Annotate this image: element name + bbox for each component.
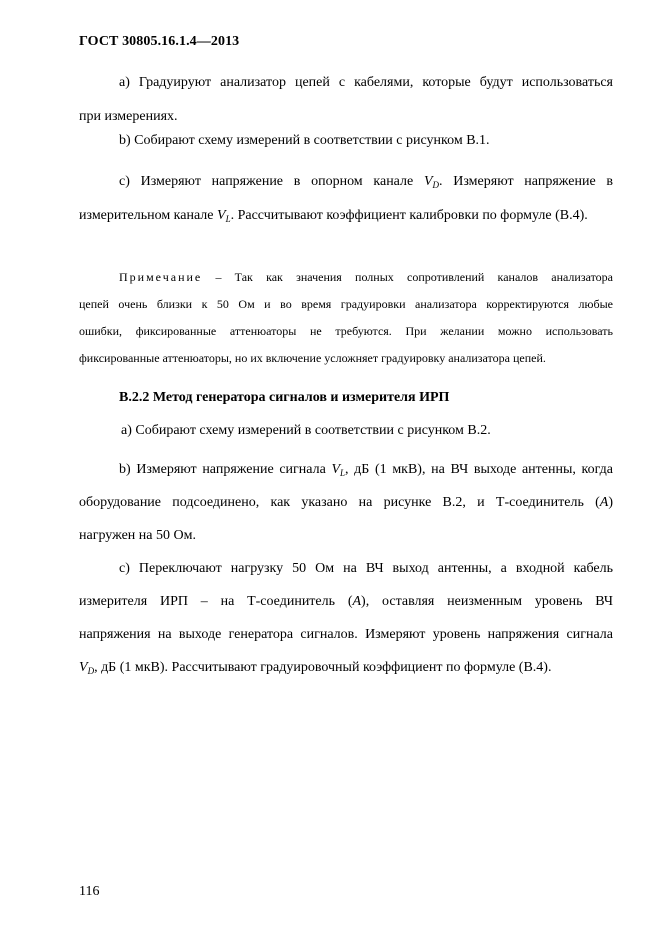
note-block [79,264,613,372]
subscript-text: D [87,666,95,676]
paragraph-line [79,651,613,684]
paragraph-line [79,199,613,233]
paragraph-line [79,585,613,618]
paragraph-line: нагружен на 50 Ом. [79,528,196,543]
paragraph-line: b) Собирают схему измерений в соответствии с рисунком В.1. [119,133,490,148]
subscript-text: L [340,468,346,478]
paragraph-c-measure [79,165,613,233]
paragraph-b-assemble [79,131,613,151]
text-run: – Так как значения полных сопротивлений каналов анализатора [202,270,613,284]
text-run: ), оставляя неизменным уровень ВЧ [361,594,613,609]
note-line: цепей очень близки к 50 Ом и во время градуировки анализатора корректируются любые [79,297,613,311]
text-run: ) [608,495,613,510]
paragraph-a-calibrate [79,66,613,134]
paragraph-line: c) Переключают нагрузку 50 Ом на ВЧ выход антенны, а входной кабель [119,561,613,576]
paragraph-b-measure-signal [79,453,613,552]
subscript-text: L [225,214,231,224]
paragraph-c-switch-load [79,552,613,684]
note-line: ошибки, фиксированные аттенюаторы не требуются. При желании можно использовать [79,324,613,338]
text-run: , дБ (1 мкВ), на ВЧ выходе антенны, когда [345,462,613,477]
paragraph-line [79,165,613,199]
paragraph-line: а) Градуируют анализатор цепей с кабелями, которые будут использоваться [119,75,613,90]
text-run: измерителя ИРП – на Т-соединитель ( [79,594,353,609]
text-run: . Измеряют напряжение в [439,174,613,189]
paragraph-line [79,453,613,486]
variable-a: А [599,495,609,510]
section-heading: В.2.2 Метод генератора сигналов и измерителя ИРП [119,390,450,405]
text-run: оборудование подсоединено, как указано на рисунке В.2, и Т-соединитель ( [79,495,600,510]
variable-v: V [79,660,88,675]
subscript-text: D [432,180,440,190]
page-number: 116 [79,884,100,899]
variable-v: V [423,174,433,189]
variable-a: А [352,594,362,609]
paragraph-line [79,486,613,519]
variable-v: V [331,462,341,477]
text-run: c) Измеряют напряжение в опорном канале [119,174,424,189]
paragraph-line: при измерениях. [79,109,178,124]
text-run: измерительном канале [79,208,218,223]
variable-v: V [217,208,226,223]
paragraph-line: а) Собирают схему измерений в соответствии с рисунком В.2. [121,423,491,438]
note-line: фиксированные аттенюаторы, но их включение усложняет градуировку анализатора цепей. [79,351,546,365]
paragraph-a-assemble [79,421,613,441]
text-run: , дБ (1 мкВ). Рассчитывают градуировочный коэффициент по формуле (В.4). [94,660,552,675]
document-header: ГОСТ 30805.16.1.4—2013 [79,34,240,49]
text-run: . Рассчитывают коэффициент калибровки по формуле (В.4). [230,208,588,223]
note-label: Примечание [119,270,203,284]
text-run: b) Измеряют напряжение сигнала [119,462,332,477]
note-line [79,264,613,291]
paragraph-line: напряжения на выходе генератора сигналов. Измеряют уровень напряжения сигнала [79,627,613,642]
